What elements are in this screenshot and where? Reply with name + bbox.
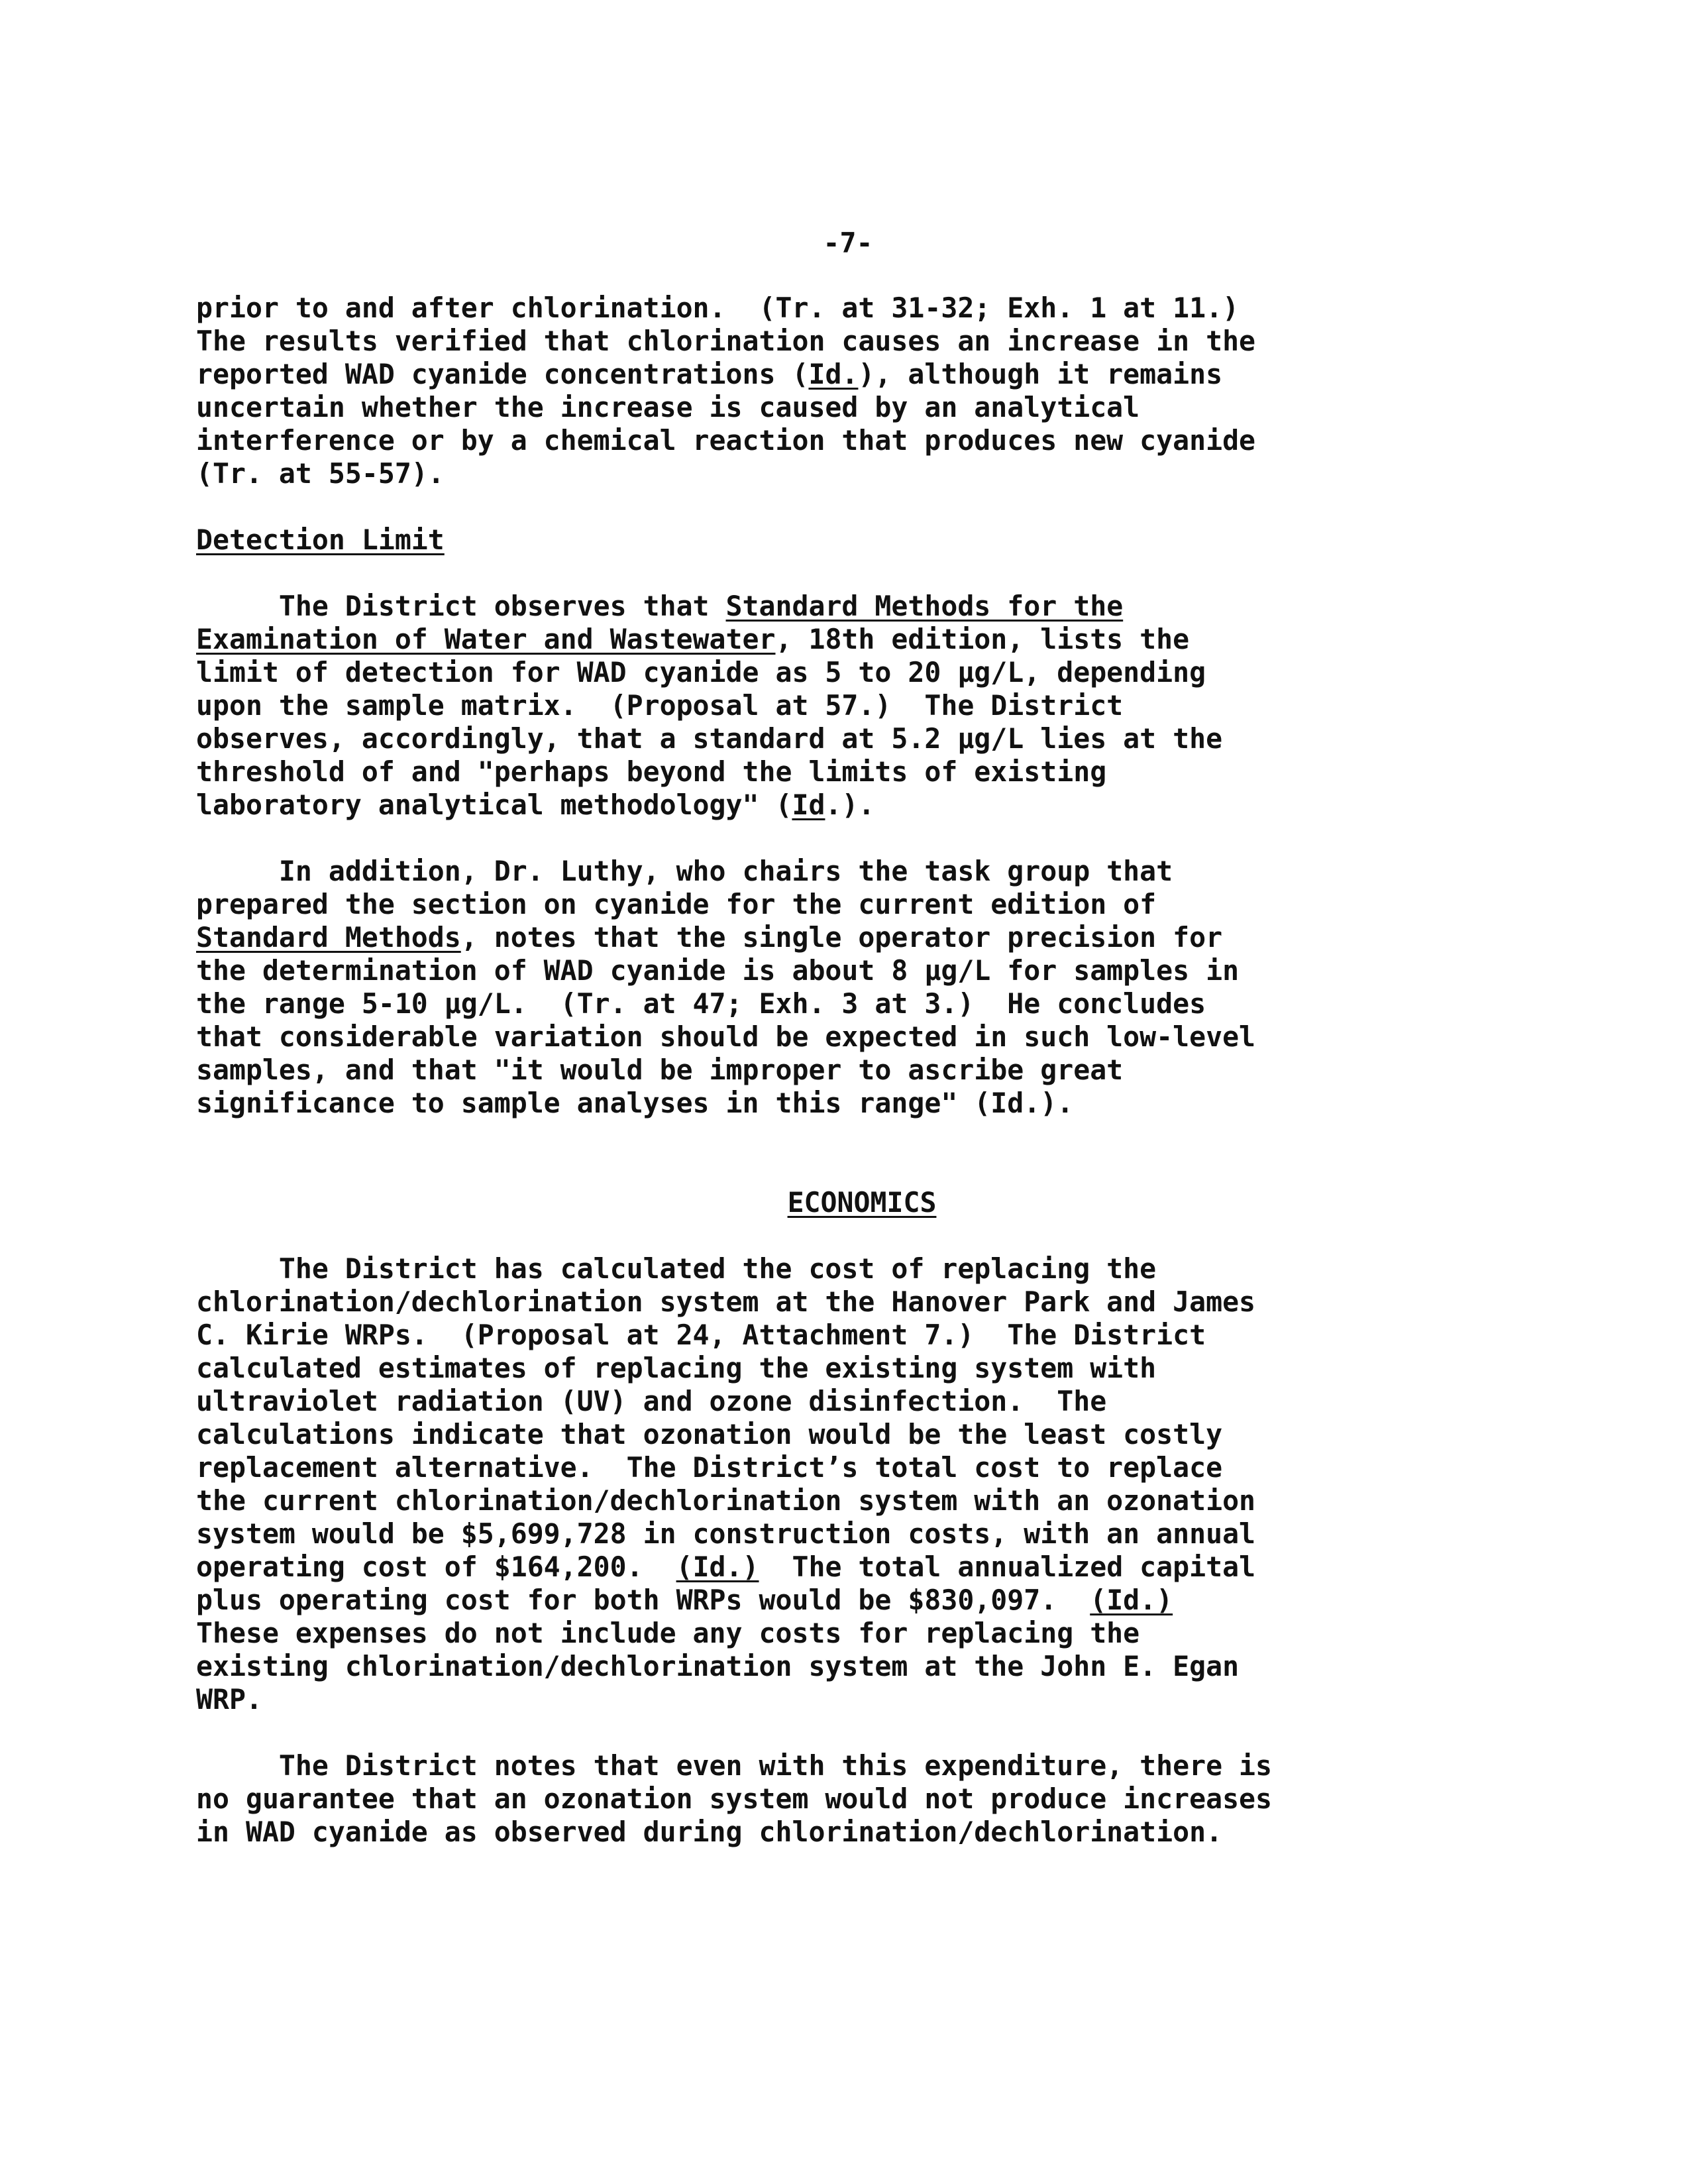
text-line: samples, and that "it would be improper to ascribe great [196,1054,1124,1086]
economics-paragraph-2 [196,1749,1528,1849]
text-line: WRP. [196,1683,262,1716]
text-line: observes, accordingly, that a standard at 5.2 µg/L lies at the [196,722,1223,755]
text-segment: The District observes that [196,590,726,622]
text-line: no guarantee that an ozonation system would not produce increases [196,1782,1273,1815]
spacer [196,1120,1528,1153]
text-line [196,921,1528,954]
text-segment: .). [825,789,875,821]
text-segment: reported WAD cyanide concentrations ( [196,358,809,390]
text-line: threshold of and "perhaps beyond the limits of existing [196,755,1107,788]
publication-title: Standard Methods for the [725,590,1124,622]
detection-limit-paragraph-2 [196,855,1528,1120]
text-line: significance to sample analyses in this range" (Id.). [196,1087,1074,1119]
text-line: existing chlorination/dechlorination system at the John E. Egan [196,1650,1240,1682]
publication-title: Standard Methods [196,921,461,954]
text-segment: , notes that the single operator precision for [460,921,1223,954]
text-line: prepared the section on cyanide for the current edition of [196,888,1157,920]
text-segment: , 18th edition, lists the [775,623,1190,655]
economics-paragraph-1 [196,1252,1528,1716]
spacer [196,1153,1528,1186]
document-body [196,292,1528,1849]
text-line: that considerable variation should be expected in such low-level [196,1020,1256,1053]
text-line: ultraviolet radiation (UV) and ozone disinfection. The [196,1385,1107,1417]
text-line: prior to and after chlorination. (Tr. at 31-32; Exh. 1 at 11.) [196,292,1240,324]
text-line [196,1551,1528,1584]
id-citation: (Id.) [1090,1584,1173,1616]
text-line: The District has calculated the cost of replacing the [196,1252,1157,1285]
id-citation: Id. [808,358,859,390]
spacer [196,1716,1528,1749]
text-line: upon the sample matrix. (Proposal at 57.) The District [196,689,1124,722]
text-line: calculations indicate that ozonation would be the least costly [196,1418,1223,1450]
text-segment: laboratory analytical methodology" ( [196,789,792,821]
text-line: replacement alternative. The District’s total cost to replace [196,1451,1223,1484]
text-line [196,1584,1528,1617]
text-line [196,590,1528,623]
text-line: in WAD cyanide as observed during chlorination/dechlorination. [196,1816,1223,1848]
text-line: system would be $5,699,728 in construction costs, with an annual [196,1517,1256,1550]
text-line: interference or by a chemical reaction that produces new cyanide [196,424,1256,457]
text-line: The results verified that chlorination causes an increase in the [196,325,1256,357]
section-heading-economics [196,1186,1528,1219]
text-line: The District notes that even with this expenditure, there is [196,1749,1273,1782]
section-heading-detection-limit [196,523,1528,557]
intro-paragraph [196,292,1528,490]
text-line: These expenses do not include any costs for replacing the [196,1617,1140,1649]
text-line [196,623,1528,656]
spacer [196,557,1528,590]
text-line: C. Kirie WRPs. (Proposal at 24, Attachment 7.) The District [196,1319,1206,1351]
text-segment: plus operating cost for both WRPs would be $830,097. [196,1584,1090,1616]
heading-text: ECONOMICS [787,1186,937,1219]
text-line [196,358,1528,391]
page-number: -7- [823,227,873,259]
heading-text: Detection Limit [196,523,445,556]
text-segment: The total annualized capital [759,1551,1256,1583]
text-line: the range 5-10 µg/L. (Tr. at 47; Exh. 3 at 3.) He concludes [196,987,1206,1020]
text-line [196,789,1528,822]
text-line: calculated estimates of replacing the existing system with [196,1352,1157,1384]
text-segment: operating cost of $164,200. [196,1551,676,1583]
text-line: the determination of WAD cyanide is about 8 µg/L for samples in [196,954,1240,987]
text-segment: ), although it remains [858,358,1223,390]
id-citation: (Id.) [676,1551,759,1583]
spacer [196,490,1528,523]
text-line: the current chlorination/dechlorination system with an ozonation [196,1484,1256,1517]
text-line: (Tr. at 55-57). [196,457,445,490]
id-citation: Id [792,789,825,821]
text-line: limit of detection for WAD cyanide as 5 to 20 µg/L, depending [196,656,1206,688]
text-line: In addition, Dr. Luthy, who chairs the task group that [196,855,1173,887]
text-line: uncertain whether the increase is caused by an analytical [196,391,1140,423]
text-line: chlorination/dechlorination system at the Hanover Park and James [196,1285,1256,1318]
spacer [196,822,1528,855]
spacer [196,1219,1528,1252]
publication-title: Examination of Water and Wastewater [196,623,776,655]
detection-limit-paragraph-1 [196,590,1528,822]
